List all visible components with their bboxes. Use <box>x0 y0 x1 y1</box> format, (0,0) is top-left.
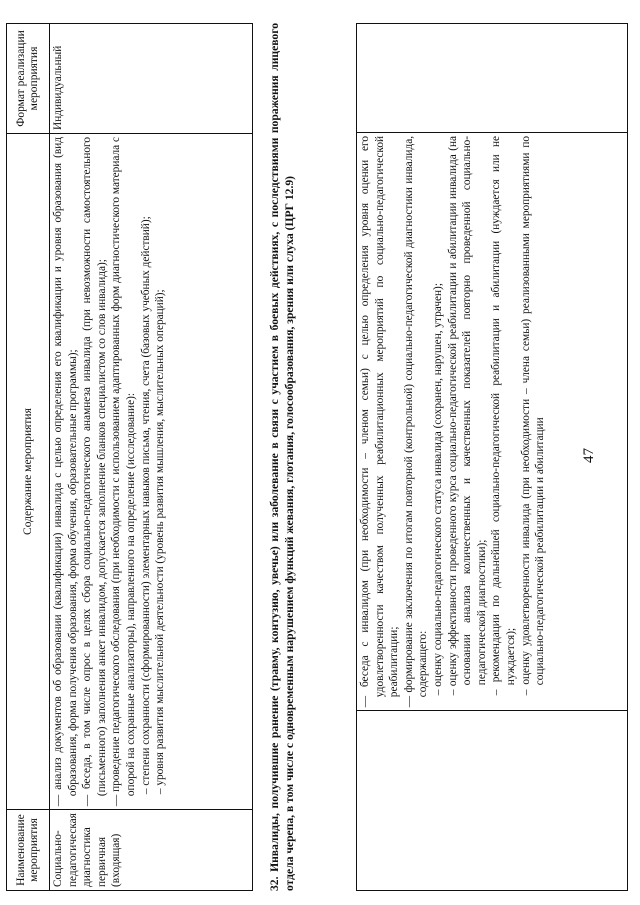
continuation-table <box>356 23 628 891</box>
sub-list-item: – степени сохранности (сформированности) элементарных навыков письма, чтения, счета (базовых учебных действий); <box>139 216 152 795</box>
name-cell <box>357 711 628 891</box>
sub-list-item: – оценку удовлетворенности инвалида (при необходимости – члена семьи) реализованными мероприятиями по социально-педагогической реабилитации и абилитации <box>519 135 547 696</box>
header-content: Содержание мероприятия <box>7 133 50 809</box>
section-heading: 32. Инвалиды, получившие ранение (травму, контузию, увечье) или заболевание в связи с участием в боевых действиях, с последствиями поражения лицевого отдела черепа, в том числе с одновременным нарушением функций жевания, глотания, голосообразования, зрения или слуха (ЦРГ 12.9) <box>268 23 296 891</box>
activity-content-cell <box>50 133 253 809</box>
list-item: — беседа, в том числе опрос в целях сбора социально-педагогического анамнеза инвалида (при невозможности самостоятельного (письменного) заполнения анкет инвалидом, допускается заполнение бланков специалистом со слов инвалида); <box>81 136 108 807</box>
table-row <box>50 24 253 891</box>
sub-list-item: – уровня развития мыслительной деятельности (уровень развития мышления, мыслительных операций); <box>154 289 167 795</box>
activities-table <box>6 23 253 891</box>
list-item: — беседа с инвалидом (при необходимости – членом семьи) с целью определения уровня оценки его удовлетворенности качеством полученных реабилитационных мероприятий по социально-педагогической реабилитации; <box>359 135 401 708</box>
header-name: Наименование мероприятия <box>7 810 50 891</box>
sub-list-item: – оценку эффективности проведенного курса социально-педагогической реабилитации и абилитации инвалида (на основании анализа количественных и качественных показателей повторно проведенной социально-педагогической диагностики); <box>446 135 488 696</box>
sub-list-item: – рекомендации по дальнейшей социально-педагогической реабилитации и абилитации (нуждается или не нуждается); <box>490 135 517 696</box>
header-format: Формат реализации мероприятия <box>7 24 50 134</box>
activity-format-cell: Индивидуальный <box>50 24 253 134</box>
format-cell <box>357 24 628 133</box>
list-item: — проведение педагогического обследования (при необходимости с использованием адаптированных форм диагностического материала с опорой на сохранные анализаторы), направленного на определение (исследование): <box>110 136 137 807</box>
list-item: — формирование заключения по итогам повторной (контрольной) социально-педагогической диагностики инвалида, содержащего: <box>402 135 430 708</box>
table-header-row <box>7 24 50 891</box>
activity-name-cell: Социально-педагогическая диагностика первичная (входящая) <box>50 810 253 891</box>
table-row <box>357 24 628 891</box>
list-item: — анализ документов об образовании (квалификации) инвалида с целью определения его квалификации и уровня образования (вид образования, форма получения образования, форма обучения, образовательные программы); <box>52 136 79 807</box>
sub-list-item: – оценку социально-педагогического статуса инвалида (сохранен, нарушен, утрачен); <box>431 283 444 696</box>
page-number: 47 <box>581 448 597 463</box>
content-cell <box>357 132 628 710</box>
